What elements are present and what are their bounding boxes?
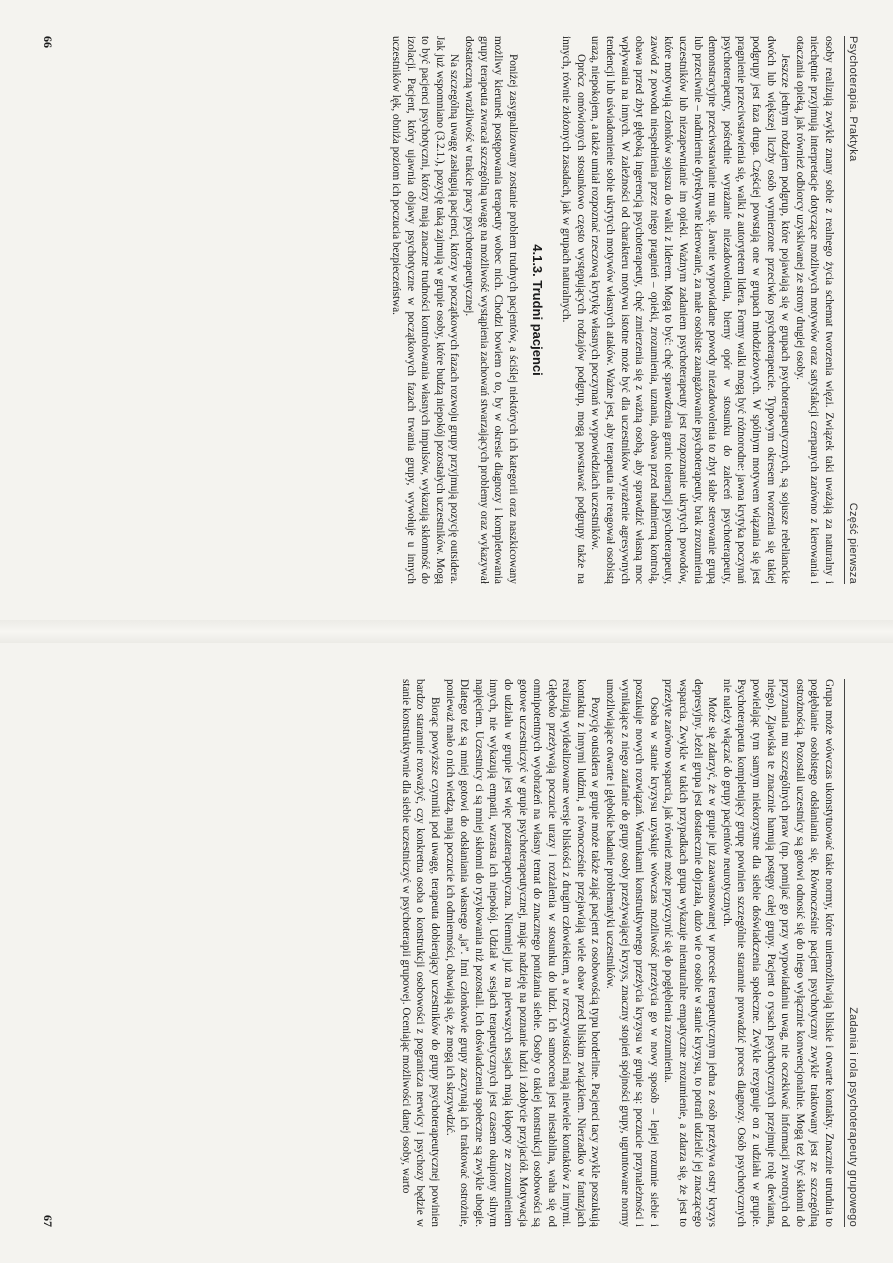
right-page [0, 643, 893, 1263]
book-gutter [0, 620, 893, 643]
left-page [0, 0, 893, 620]
header-chapter-title: Zadania i rola psychoterapeuty grupowego [847, 1007, 859, 1227]
left-page-body [388, 36, 836, 584]
paragraph: Osoba w stanie kryzysu uzyskuje wówczas możliwość przeżycia go w nowy sposób – lepiej rozumie siebie i poszukuje nowych rozwiązań. Warunkami konstruktywnego przeżycia kryzysu w grupie są: poczucie przynależności i wynikające z niego zaufanie do grupy osoby przeżywającej kryzys, znaczny stopień spójności grupy, ugruntowane normy umożliwiające otwarte i głębokie badanie problematyki uczestników. [604, 679, 660, 1227]
running-head-right [844, 679, 859, 1227]
page-number-right: 67 [41, 1215, 55, 1227]
paragraph: Pozycję outsidera w grupie może także zająć pacjent z osobowością typu borderline. Pacjenci tacy zwykle poszukują kontaktu z innymi ludźmi, a równocześnie przejawiają wiele obaw przed bliskim związkiem. Nierzadko w fantazjach realizują wyidealizowane wersje bliskości z drugim człowiekiem, a w rzeczywistości mają niewiele kontaktów z innymi. Głęboko przeżywają poczucie urazy i rozżalenia w stosunku do ludzi. Ich samoocena jest niestabilna, waha się od omnipotentnych wyobrażeń na własny temat do znacznego poniżania siebie. Osoby o takiej konstrukcji osobowości są gotowe uczestniczyć w grupie psychoterapeutycznej, mając nadzieję na poznanie ludzi i zdobycie przyjaciół. Motywacja do udziału w grupie jest więc pozaterapeutyczna. Niemniej już na pierwszych sesjach mają kłopoty ze zrozumieniem innych, nie wykazują empatii, wzrasta ich niepokój. Udział w sesjach terapeutycznych jest czasem okupiony silnym napięciem. Uczestnicy ci są mniej skłonni do ryzykowania niż pozostali. Ich doświadczenia społeczne są zwykle ubogie. Dlatego też są mniej gotowi do odsłaniania własnego „ja”. Inni członkowie grupy zaczynają ich traktować ostrożnie, ponieważ mało o nich wiedzą, mają poczucie ich odmienności, obawiają się, że mogą ich skrzywdzić. [443, 679, 602, 1227]
header-book-title: Psychoterapia. Praktyka [847, 36, 859, 162]
right-page-body [398, 679, 836, 1227]
paragraph: Jeszcze jednym rodzajem podgrup, które pojawiają się w grupach psychoterapeutycznych, są sojusze rebelianckie dwóch lub większej liczby osób wymierzone przeciwko psychoterapeucie. Typowym okresem tworzenia się takiej podgrupy jest faza druga. Częściej powstają one w grupach młodzieżowych. W spólnym motywem wiązania się jest pragnienie przeciwstawienia się, walki z autorytetem lidera. Formy walki mogą być różnorodne: jawna krytyka poczynań psychoterapeuty, pośrednie wyrażanie niezadowolenia, bierny opór w stosunku do zaleceń psychoterapeuty, demonstracyjne przeciwstawianie mu się. Jawnie wypowiadane powody niezadowolenia to zbyt słabe sterowanie grupą lub przeciwnie – nadmiernie dyrektywne kierowanie, za małe osobiste zaangażowanie psychoterapeuty, brak zrozumienia uczestników lub niezapewnianie im opieki. Ważnym zadaniem psychoterapeuty jest rozpoznanie ukrytych powodów, które motywują członków sojuszu do walki z liderem. Mogą to być: chęć sprawdzenia granic tolerancji psychoterapeuty, zawód z powodu niespełnienia przez niego pragnień – opieki, zrozumienia, uznania, obawa przed nadmierną kontrolą, obawa przed zbyt głęboką ingerencją psychoterapeuty, chęć zmierzenia się z ważną osobą, aby sprawdzić własną moc wpływania na innych. W zależności od charakteru motywu istotne może być dla uczestników wyrażenie agresywnych tendencji lub uświadomienie sobie ukrytych motywów własnych ataków. Ważne jest, aby terapeuta nie reagował osobistą urazą, niepokojem, a także umiał rozpoznać rzeczową krytykę własnych poczynań w wypowiedziach uczestników. [589, 36, 792, 584]
running-head-left [844, 36, 859, 584]
section-heading: 4.1.3. Trudni pacjenci [529, 244, 545, 376]
page-number-left: 66 [41, 36, 55, 48]
header-part-label: Część pierwsza [847, 502, 859, 584]
paragraph: Oprócz omówionych stosunkowo często występujących rodzajów podgrup, mogą powstawać podgrupy także na innych, równie złożonych zasadach, jak w grupach naturalnych. [560, 36, 587, 584]
paragraph: Może się zdarzyć, że w grupie już zaawansowanej w procesie terapeutycznym jedna z osób przeżywa ostry kryzys depresyjny. Jeżeli grupa jest dostatecznie dojrzała, dużo wie o osobie w stanie kryzysu, to potrafi udzielić jej znaczącego wsparcia. Zwykle w takich przypadkach grupa wykazuje nienaturalne empatyczne zrozumienie, a zdarza się, że jest to przeżyte zarówno wsparcia, jak również może przyczynić się do pogłębienia zrozumienia. [662, 679, 719, 1227]
paragraph: Na szczególną uwagę zasługują pacjenci, którzy w początkowych fazach rozwoju grupy przyjmują pozycję outsidera. Jak już wspomniano (3.2.1.), pozycję taką zajmują w grupie osoby, które budzą niepokój pozostałych uczestników. Mogą to być pacjenci psychotyczni, którzy mają znaczne trudności kontrolowania własnych impulsów, wykazują skłonność do izolacji. Pacjent, który ujawnia objawy psychotyczne w początkowych fazach trwania grupy, wywołuje u innych uczestników lęk, obniża poziom ich poczucia bezpieczeństwa. [389, 36, 461, 584]
paragraph: Grupa może wówczas ukonstytuować takie normy, które uniemożliwiają bliskie i otwarte kontakty. Znacznie utrudnia to pogłębianie osobistego odsłaniania się. Równocześnie pacjent psychotyczny zwykle traktowany jest ze szczególną ostrożnością. Pozostali uczestnicy są gotowi odnosić się do niego wyłącznie konwencjonalnie. Mogą też być skłonni do przyznania mu szczególnych praw (np. pomijać go przy wypowiadaniu uwag, nie oczekiwać informacji zwrotnych od niego). Zjawiska te znacznie hamują postępy całej grupy. Pacjent o rysach psychotycznych przejmuje rolę dewianta, powielając tym samym niekorzystne dla siebie doświadczenia społeczne. Zwykle rezygnuje on z udziału w grupie. Psychoterapeuta kompletujący grupę powinien szczególnie starannie prowadzić proces diagnozy. Osób psychotycznych nie należy włączać do grupy pacjentów neurotycznych. [720, 679, 835, 1227]
paragraph: Biorąc powyższe czynniki pod uwagę, terapeuta dobierający uczestników do grupy psychoterapeutycznej powinien bardzo starannie rozważyć, czy konkretna osoba o konstrukcji osobowości z pogranicza nerwicy i psychozy będzie w stanie konstruktywnie dla siebie uczestniczyć w psychoterapii grupowej. Oceniając możliwości danej osoby, warto [399, 679, 441, 1227]
paragraph: Poniżej zasygnalizowany zostanie problem trudnych pacjentów, a ściślej niektórych ich kategorii oraz naszkicowany możliwy kierunek postępowania terapeuty wobec nich. Chodzi bowiem o to, by w okresie diagnozy i kompletowania grupy terapeuta zwracał szczególną uwagę na możliwość wystąpienia zachowań stwarzających problemy oraz wykazywał dostateczną wrażliwość w trakcie pracy psychoterapeutycznej. [462, 36, 519, 584]
paragraph: osoby realizują zwykle znany sobie z realnego życia schemat tworzenia więzi. Związek taki uważają za naturalny i niechętnie przyjmują interpretacje dotyczące możliwych motywów oraz satysfakcji czerpanych zarówno z kierowania i otaczania opieką, jak również odbiorcy uzyskiwanej ze strony drugiej osoby. [793, 36, 835, 584]
